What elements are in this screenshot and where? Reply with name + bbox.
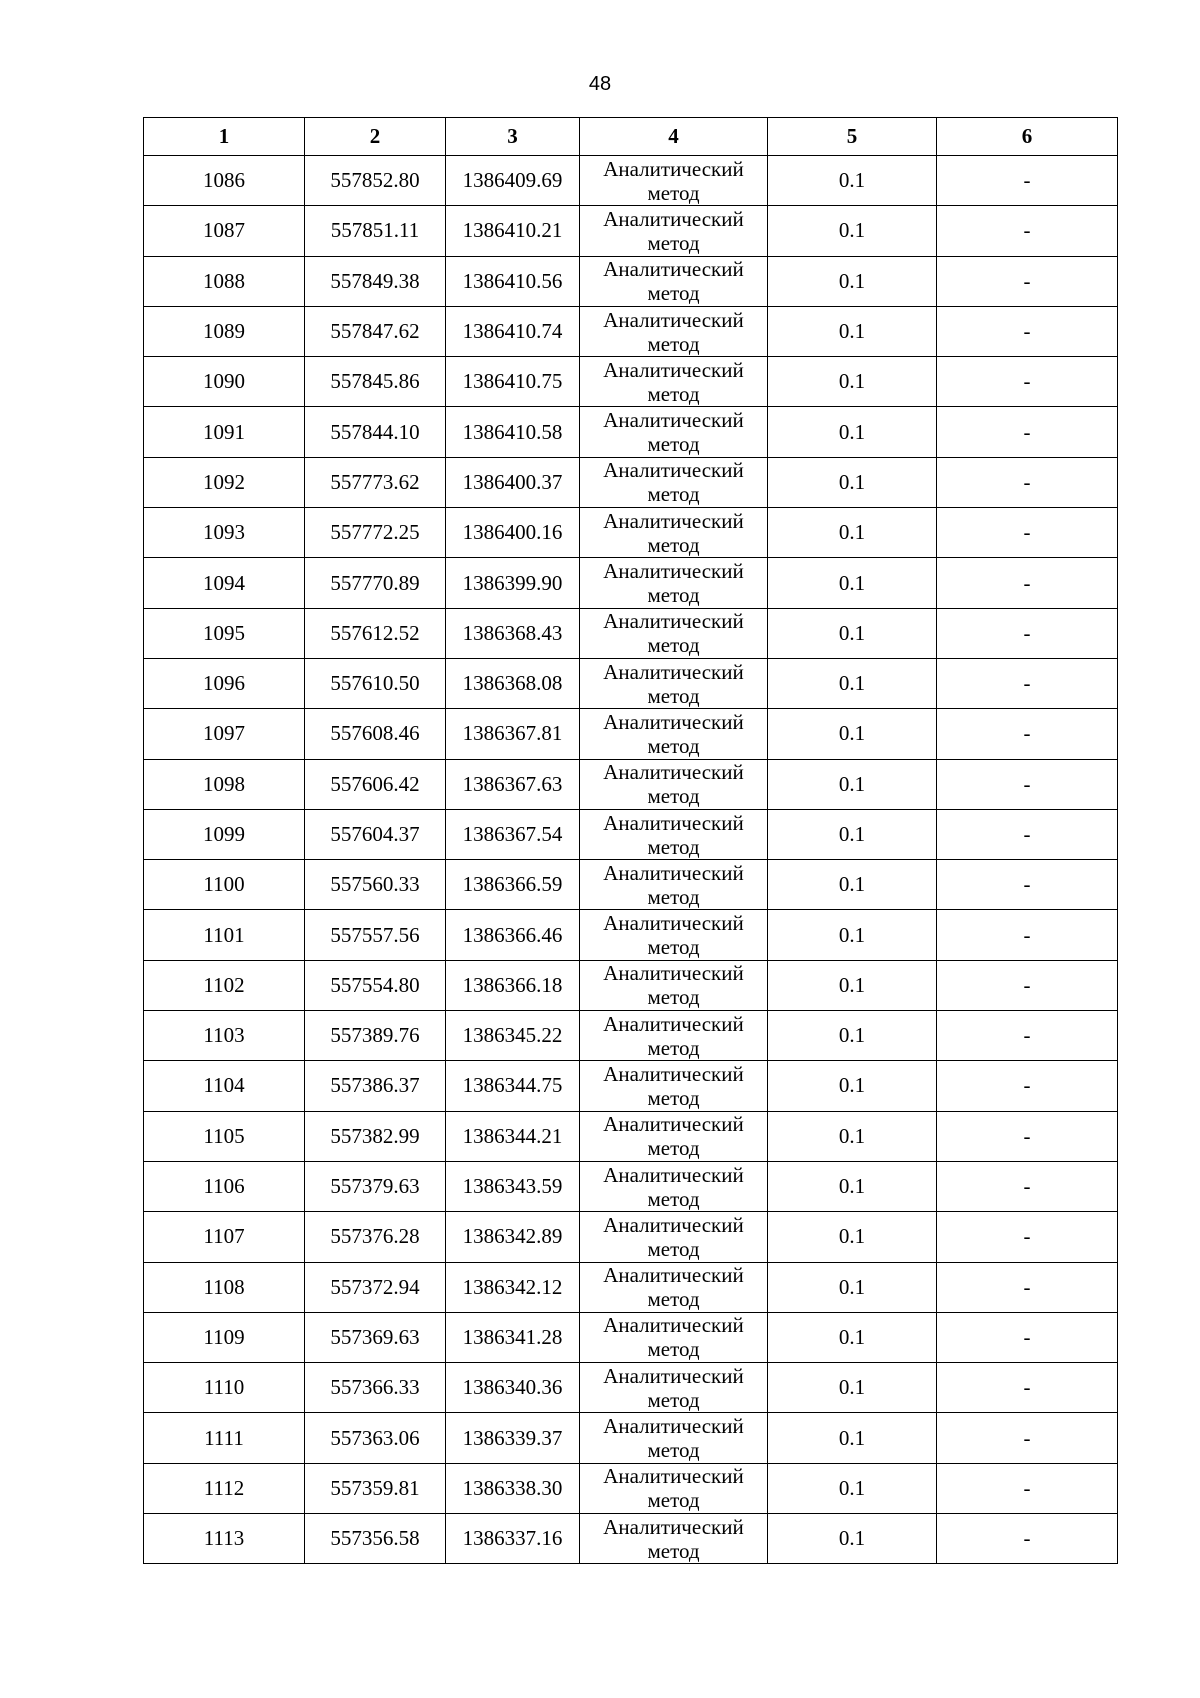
x-coordinate-cell: 557845.86 (305, 357, 446, 407)
x-coordinate-cell: 557366.33 (305, 1363, 446, 1413)
x-coordinate-cell: 557386.37 (305, 1061, 446, 1111)
point-number-cell: 1097 (144, 709, 305, 759)
method-line-2: метод (647, 1236, 700, 1261)
table-row (144, 1262, 1118, 1312)
method-line-1: Аналитический (603, 508, 744, 533)
method-cell (580, 306, 768, 356)
point-number-cell: 1098 (144, 759, 305, 809)
point-number-cell: 1094 (144, 558, 305, 608)
table-row (144, 658, 1118, 708)
y-coordinate-cell: 1386366.18 (446, 960, 580, 1010)
x-coordinate-cell: 557379.63 (305, 1161, 446, 1211)
point-number-cell: 1087 (144, 206, 305, 256)
note-cell: - (937, 1061, 1118, 1111)
table-row (144, 1111, 1118, 1161)
y-coordinate-cell: 1386345.22 (446, 1011, 580, 1061)
method-cell (580, 1212, 768, 1262)
method-line-2: метод (647, 1337, 700, 1362)
table-row (144, 457, 1118, 507)
accuracy-cell: 0.1 (768, 1212, 937, 1262)
method-line-1: Аналитический (603, 659, 744, 684)
x-coordinate-cell: 557606.42 (305, 759, 446, 809)
x-coordinate-cell: 557844.10 (305, 407, 446, 457)
method-line-2: метод (647, 1488, 700, 1513)
point-number-cell: 1106 (144, 1161, 305, 1211)
point-number-cell: 1104 (144, 1061, 305, 1111)
x-coordinate-cell: 557612.52 (305, 608, 446, 658)
accuracy-cell: 0.1 (768, 558, 937, 608)
accuracy-cell: 0.1 (768, 357, 937, 407)
method-line-1: Аналитический (603, 257, 744, 282)
table-row (144, 1514, 1118, 1564)
y-coordinate-cell: 1386339.37 (446, 1413, 580, 1463)
note-cell: - (937, 910, 1118, 960)
accuracy-cell: 0.1 (768, 759, 937, 809)
note-cell: - (937, 759, 1118, 809)
note-cell: - (937, 1514, 1118, 1564)
method-cell (580, 860, 768, 910)
point-number-cell: 1090 (144, 357, 305, 407)
method-line-2: метод (647, 482, 700, 507)
x-coordinate-cell: 557773.62 (305, 457, 446, 507)
method-line-2: метод (647, 1438, 700, 1463)
method-line-1: Аналитический (603, 357, 744, 382)
note-cell: - (937, 156, 1118, 206)
x-coordinate-cell: 557770.89 (305, 558, 446, 608)
note-cell: - (937, 457, 1118, 507)
method-line-1: Аналитический (603, 1313, 744, 1338)
y-coordinate-cell: 1386337.16 (446, 1514, 580, 1564)
method-line-2: метод (647, 432, 700, 457)
method-line-1: Аналитический (603, 1464, 744, 1489)
y-coordinate-cell: 1386342.12 (446, 1262, 580, 1312)
column-header-5: 5 (768, 118, 937, 156)
method-cell (580, 1061, 768, 1111)
method-line-1: Аналитический (603, 206, 744, 231)
accuracy-cell: 0.1 (768, 508, 937, 558)
method-line-2: метод (647, 733, 700, 758)
note-cell: - (937, 206, 1118, 256)
y-coordinate-cell: 1386366.46 (446, 910, 580, 960)
table-row (144, 1011, 1118, 1061)
x-coordinate-cell: 557356.58 (305, 1514, 446, 1564)
method-cell (580, 1363, 768, 1413)
table-row (144, 1312, 1118, 1362)
table-row (144, 1363, 1118, 1413)
method-line-2: метод (647, 784, 700, 809)
method-line-1: Аналитический (603, 609, 744, 634)
method-line-2: метод (647, 884, 700, 909)
note-cell: - (937, 1262, 1118, 1312)
x-coordinate-cell: 557849.38 (305, 256, 446, 306)
accuracy-cell: 0.1 (768, 1111, 937, 1161)
point-number-cell: 1103 (144, 1011, 305, 1061)
accuracy-cell: 0.1 (768, 1262, 937, 1312)
note-cell: - (937, 960, 1118, 1010)
method-line-2: метод (647, 381, 700, 406)
x-coordinate-cell: 557359.81 (305, 1463, 446, 1513)
method-line-1: Аналитический (603, 1061, 744, 1086)
table-row (144, 306, 1118, 356)
x-coordinate-cell: 557560.33 (305, 860, 446, 910)
point-number-cell: 1088 (144, 256, 305, 306)
method-cell (580, 206, 768, 256)
accuracy-cell: 0.1 (768, 1514, 937, 1564)
table-row (144, 156, 1118, 206)
method-cell (580, 608, 768, 658)
accuracy-cell: 0.1 (768, 206, 937, 256)
method-cell (580, 156, 768, 206)
method-line-1: Аналитический (603, 307, 744, 332)
accuracy-cell: 0.1 (768, 658, 937, 708)
note-cell: - (937, 1212, 1118, 1262)
method-cell (580, 658, 768, 708)
method-cell (580, 809, 768, 859)
table-row (144, 407, 1118, 457)
method-cell (580, 407, 768, 457)
method-line-1: Аналитический (603, 860, 744, 885)
method-cell (580, 1262, 768, 1312)
accuracy-cell: 0.1 (768, 910, 937, 960)
x-coordinate-cell: 557847.62 (305, 306, 446, 356)
method-line-2: метод (647, 532, 700, 557)
note-cell: - (937, 1011, 1118, 1061)
table-row (144, 558, 1118, 608)
x-coordinate-cell: 557382.99 (305, 1111, 446, 1161)
note-cell: - (937, 407, 1118, 457)
table-row (144, 1413, 1118, 1463)
y-coordinate-cell: 1386366.59 (446, 860, 580, 910)
method-line-1: Аналитический (603, 1112, 744, 1137)
table-row (144, 256, 1118, 306)
y-coordinate-cell: 1386410.56 (446, 256, 580, 306)
note-cell: - (937, 1111, 1118, 1161)
point-number-cell: 1089 (144, 306, 305, 356)
x-coordinate-cell: 557369.63 (305, 1312, 446, 1362)
method-line-1: Аналитический (603, 1212, 744, 1237)
table-row (144, 860, 1118, 910)
y-coordinate-cell: 1386344.75 (446, 1061, 580, 1111)
note-cell: - (937, 709, 1118, 759)
accuracy-cell: 0.1 (768, 809, 937, 859)
method-line-1: Аналитический (603, 408, 744, 433)
x-coordinate-cell: 557372.94 (305, 1262, 446, 1312)
method-cell (580, 1413, 768, 1463)
point-number-cell: 1105 (144, 1111, 305, 1161)
table-row (144, 960, 1118, 1010)
accuracy-cell: 0.1 (768, 156, 937, 206)
column-header-1: 1 (144, 118, 305, 156)
y-coordinate-cell: 1386338.30 (446, 1463, 580, 1513)
table-row (144, 357, 1118, 407)
point-number-cell: 1086 (144, 156, 305, 206)
method-line-2: метод (647, 180, 700, 205)
note-cell: - (937, 658, 1118, 708)
y-coordinate-cell: 1386410.58 (446, 407, 580, 457)
table-row (144, 709, 1118, 759)
method-line-2: метод (647, 1136, 700, 1161)
method-line-2: метод (647, 230, 700, 255)
column-header-6: 6 (937, 118, 1118, 156)
point-number-cell: 1092 (144, 457, 305, 507)
point-number-cell: 1112 (144, 1463, 305, 1513)
x-coordinate-cell: 557608.46 (305, 709, 446, 759)
x-coordinate-cell: 557851.11 (305, 206, 446, 256)
table-row (144, 508, 1118, 558)
method-line-2: метод (647, 1538, 700, 1563)
method-cell (580, 1463, 768, 1513)
method-line-1: Аналитический (603, 1514, 744, 1539)
table-row (144, 910, 1118, 960)
note-cell: - (937, 256, 1118, 306)
y-coordinate-cell: 1386368.08 (446, 658, 580, 708)
y-coordinate-cell: 1386410.75 (446, 357, 580, 407)
x-coordinate-cell: 557610.50 (305, 658, 446, 708)
table-row (144, 608, 1118, 658)
accuracy-cell: 0.1 (768, 860, 937, 910)
y-coordinate-cell: 1386341.28 (446, 1312, 580, 1362)
y-coordinate-cell: 1386410.21 (446, 206, 580, 256)
method-cell (580, 910, 768, 960)
accuracy-cell: 0.1 (768, 960, 937, 1010)
column-header-2: 2 (305, 118, 446, 156)
note-cell: - (937, 508, 1118, 558)
y-coordinate-cell: 1386400.37 (446, 457, 580, 507)
method-line-2: метод (647, 985, 700, 1010)
table-row (144, 1161, 1118, 1211)
method-cell (580, 1161, 768, 1211)
note-cell: - (937, 1413, 1118, 1463)
accuracy-cell: 0.1 (768, 1363, 937, 1413)
x-coordinate-cell: 557852.80 (305, 156, 446, 206)
method-cell (580, 1312, 768, 1362)
accuracy-cell: 0.1 (768, 1463, 937, 1513)
point-number-cell: 1101 (144, 910, 305, 960)
method-line-2: метод (647, 1035, 700, 1060)
point-number-cell: 1113 (144, 1514, 305, 1564)
note-cell: - (937, 809, 1118, 859)
table-header-row (144, 118, 1118, 156)
method-line-2: метод (647, 935, 700, 960)
method-cell (580, 960, 768, 1010)
method-line-1: Аналитический (603, 1263, 744, 1288)
method-cell (580, 1111, 768, 1161)
point-number-cell: 1091 (144, 407, 305, 457)
accuracy-cell: 0.1 (768, 457, 937, 507)
point-number-cell: 1099 (144, 809, 305, 859)
method-line-1: Аналитический (603, 1162, 744, 1187)
y-coordinate-cell: 1386344.21 (446, 1111, 580, 1161)
method-line-2: метод (647, 1085, 700, 1110)
table-row (144, 1212, 1118, 1262)
y-coordinate-cell: 1386410.74 (446, 306, 580, 356)
method-line-2: метод (647, 834, 700, 859)
method-cell (580, 1514, 768, 1564)
point-number-cell: 1102 (144, 960, 305, 1010)
y-coordinate-cell: 1386367.54 (446, 809, 580, 859)
note-cell: - (937, 1463, 1118, 1513)
accuracy-cell: 0.1 (768, 407, 937, 457)
coordinates-table (143, 117, 1118, 1564)
column-header-3: 3 (446, 118, 580, 156)
table-body (144, 156, 1118, 1564)
method-line-1: Аналитический (603, 911, 744, 936)
method-line-2: метод (647, 683, 700, 708)
method-cell (580, 558, 768, 608)
accuracy-cell: 0.1 (768, 1312, 937, 1362)
method-line-1: Аналитический (603, 961, 744, 986)
accuracy-cell: 0.1 (768, 709, 937, 759)
method-line-1: Аналитический (603, 1011, 744, 1036)
accuracy-cell: 0.1 (768, 1061, 937, 1111)
table-row (144, 1463, 1118, 1513)
x-coordinate-cell: 557376.28 (305, 1212, 446, 1262)
y-coordinate-cell: 1386368.43 (446, 608, 580, 658)
point-number-cell: 1109 (144, 1312, 305, 1362)
note-cell: - (937, 1312, 1118, 1362)
method-cell (580, 256, 768, 306)
table-row (144, 809, 1118, 859)
method-line-2: метод (647, 1287, 700, 1312)
y-coordinate-cell: 1386343.59 (446, 1161, 580, 1211)
x-coordinate-cell: 557772.25 (305, 508, 446, 558)
accuracy-cell: 0.1 (768, 608, 937, 658)
y-coordinate-cell: 1386367.63 (446, 759, 580, 809)
method-line-1: Аналитический (603, 760, 744, 785)
note-cell: - (937, 306, 1118, 356)
accuracy-cell: 0.1 (768, 1161, 937, 1211)
method-line-2: метод (647, 583, 700, 608)
method-line-2: метод (647, 633, 700, 658)
accuracy-cell: 0.1 (768, 306, 937, 356)
method-line-1: Аналитический (603, 156, 744, 181)
method-line-1: Аналитический (603, 709, 744, 734)
table-row (144, 1061, 1118, 1111)
method-cell (580, 709, 768, 759)
y-coordinate-cell: 1386400.16 (446, 508, 580, 558)
table-row (144, 206, 1118, 256)
method-cell (580, 759, 768, 809)
y-coordinate-cell: 1386367.81 (446, 709, 580, 759)
method-cell (580, 357, 768, 407)
method-cell (580, 508, 768, 558)
accuracy-cell: 0.1 (768, 1413, 937, 1463)
y-coordinate-cell: 1386342.89 (446, 1212, 580, 1262)
x-coordinate-cell: 557389.76 (305, 1011, 446, 1061)
point-number-cell: 1093 (144, 508, 305, 558)
method-line-2: метод (647, 1186, 700, 1211)
page-number: 48 (588, 73, 612, 95)
x-coordinate-cell: 557554.80 (305, 960, 446, 1010)
y-coordinate-cell: 1386409.69 (446, 156, 580, 206)
y-coordinate-cell: 1386340.36 (446, 1363, 580, 1413)
point-number-cell: 1100 (144, 860, 305, 910)
accuracy-cell: 0.1 (768, 256, 937, 306)
note-cell: - (937, 608, 1118, 658)
note-cell: - (937, 558, 1118, 608)
point-number-cell: 1110 (144, 1363, 305, 1413)
method-line-2: метод (647, 331, 700, 356)
point-number-cell: 1095 (144, 608, 305, 658)
method-line-1: Аналитический (603, 810, 744, 835)
method-line-2: метод (647, 281, 700, 306)
method-cell (580, 457, 768, 507)
table-row (144, 759, 1118, 809)
method-line-1: Аналитический (603, 1414, 744, 1439)
point-number-cell: 1096 (144, 658, 305, 708)
x-coordinate-cell: 557604.37 (305, 809, 446, 859)
method-line-1: Аналитический (603, 559, 744, 584)
column-header-4: 4 (580, 118, 768, 156)
point-number-cell: 1107 (144, 1212, 305, 1262)
x-coordinate-cell: 557363.06 (305, 1413, 446, 1463)
y-coordinate-cell: 1386399.90 (446, 558, 580, 608)
note-cell: - (937, 860, 1118, 910)
accuracy-cell: 0.1 (768, 1011, 937, 1061)
x-coordinate-cell: 557557.56 (305, 910, 446, 960)
method-line-2: метод (647, 1387, 700, 1412)
point-number-cell: 1111 (144, 1413, 305, 1463)
method-line-1: Аналитический (603, 458, 744, 483)
method-cell (580, 1011, 768, 1061)
method-line-1: Аналитический (603, 1363, 744, 1388)
point-number-cell: 1108 (144, 1262, 305, 1312)
note-cell: - (937, 1161, 1118, 1211)
note-cell: - (937, 357, 1118, 407)
note-cell: - (937, 1363, 1118, 1413)
